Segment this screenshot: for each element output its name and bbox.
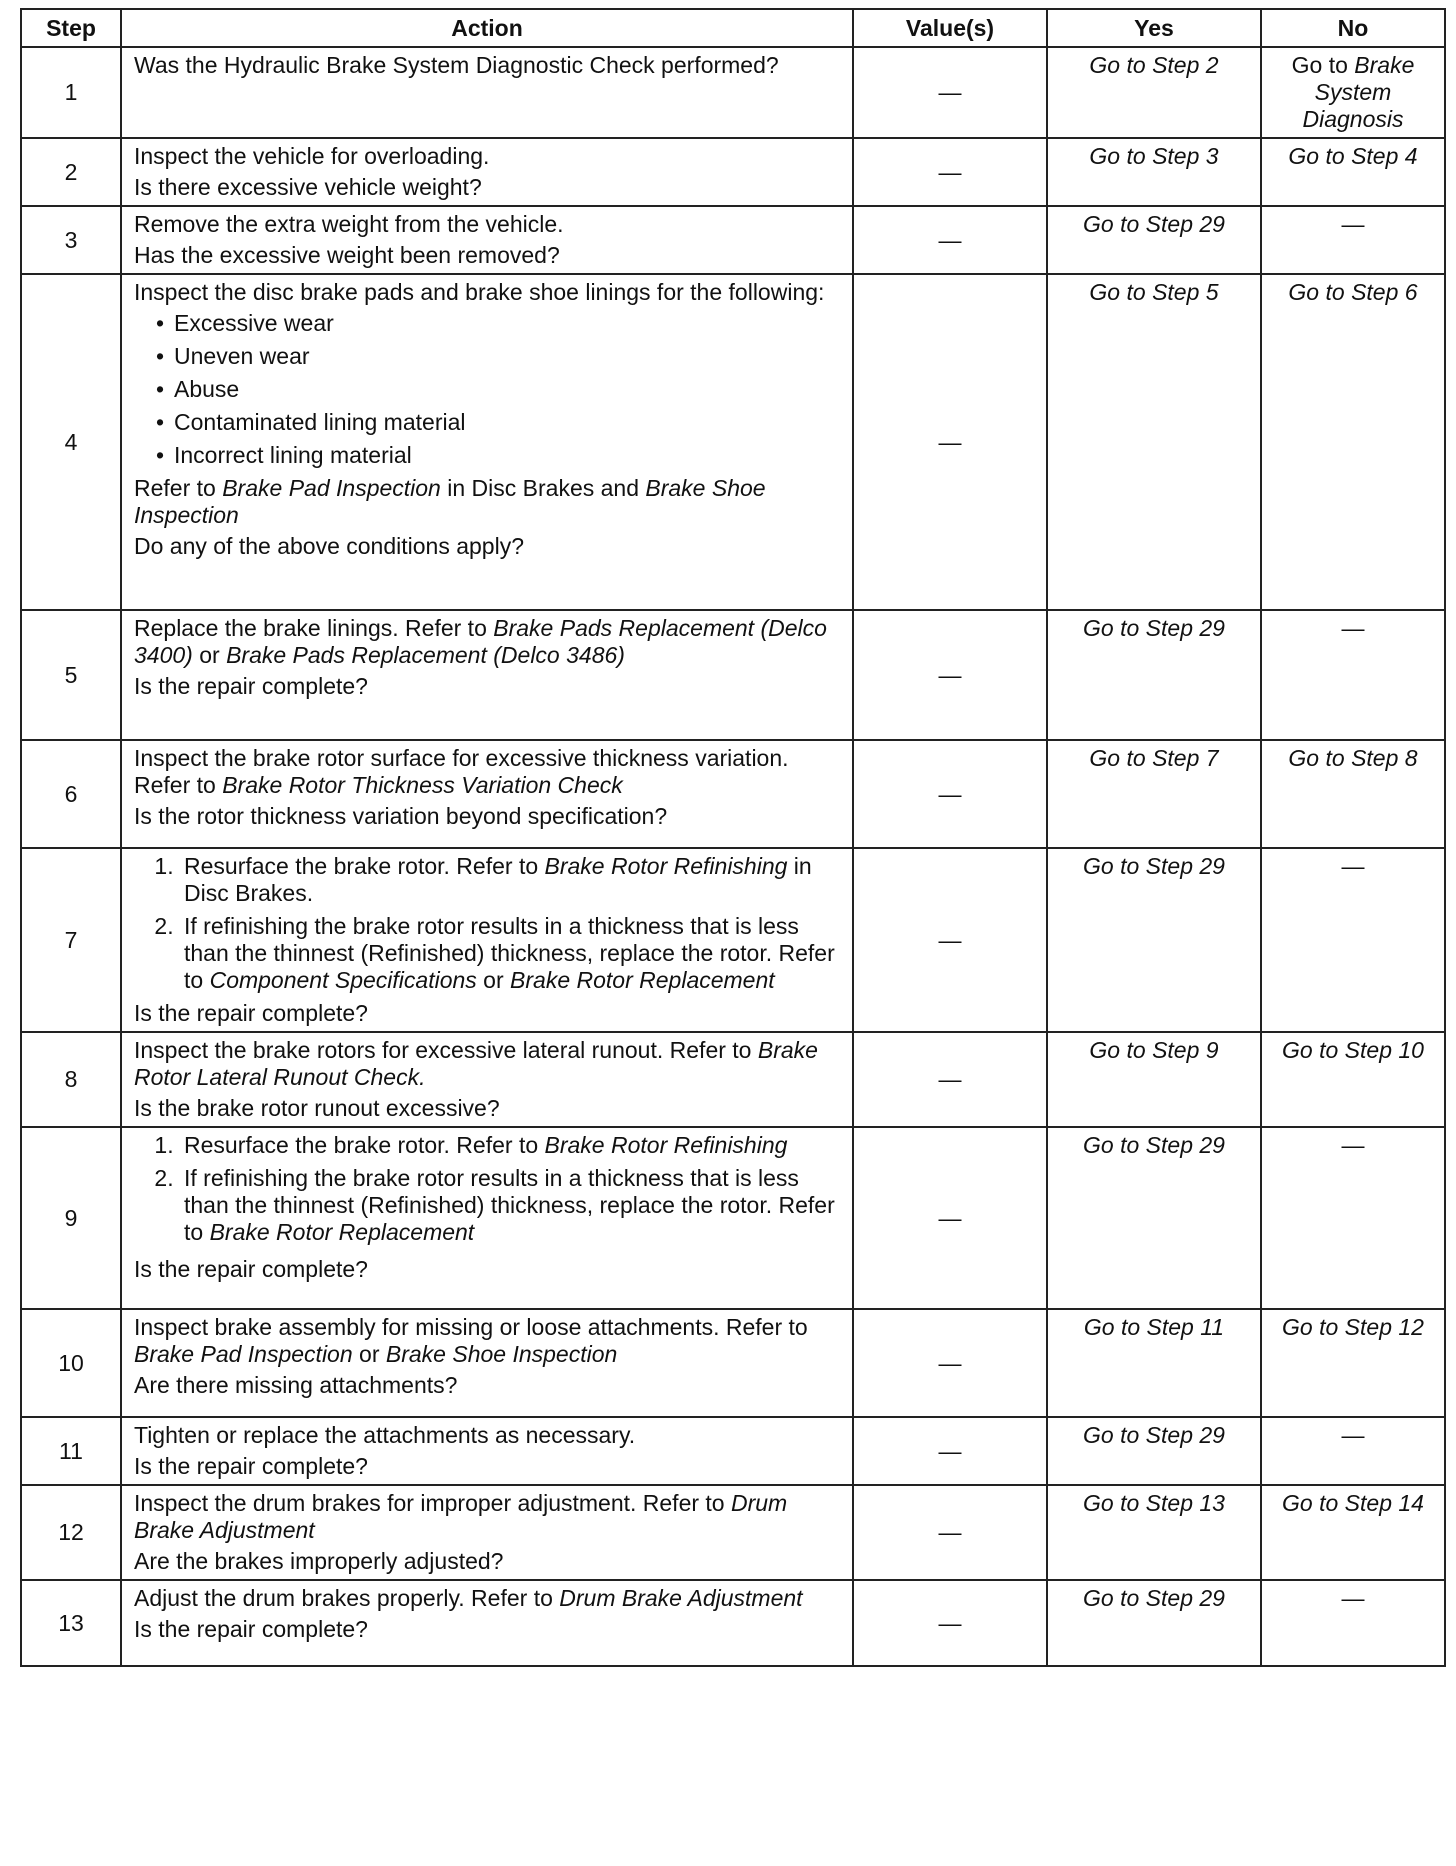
ref-text: or [192,642,227,668]
action-question: Is there excessive vehicle weight? [134,174,482,200]
no-cell [1261,848,1445,1032]
yes-cell [1047,1309,1261,1417]
yes-nav-link[interactable]: Go to Step 13 [1083,1490,1225,1516]
yes-cell [1047,1127,1261,1309]
yes-cell [1047,1032,1261,1127]
step-number: 7 [21,848,121,1032]
value-cell: — [853,1580,1047,1666]
numbered-steps [134,853,842,994]
step-action [121,1580,853,1666]
no-cell [1261,1580,1445,1666]
yes-nav-link[interactable]: Go to Step 29 [1083,1422,1225,1448]
yes-cell [1047,138,1261,206]
ref-link-drum-brake-adjustment[interactable]: Drum Brake Adjustment [559,1585,803,1611]
no-nav-link[interactable] [1268,52,1438,133]
action-question: Is the repair complete? [134,1256,368,1282]
ref-text: in Disc Brakes. [184,853,812,906]
table-row-step-9 [21,1127,1445,1309]
table-row-step-3 [21,206,1445,274]
step-number: 10 [21,1309,121,1417]
no-dash: — [1341,211,1365,237]
no-nav-link[interactable]: Go to Step 8 [1288,745,1418,771]
yes-cell [1047,47,1261,138]
ref-link-thickness-variation[interactable]: Brake Rotor Thickness Variation Check [222,772,623,798]
step-number: 11 [21,1417,121,1485]
value-cell: — [853,206,1047,274]
step-number: 2 [21,138,121,206]
ref-text: Replace the brake linings. Refer to [134,615,494,641]
step-action [121,740,853,848]
yes-cell [1047,1580,1261,1666]
no-dash: — [1341,615,1365,641]
yes-nav-link[interactable]: Go to Step 29 [1083,615,1225,641]
ref-text: Adjust the drum brakes properly. Refer to [134,1585,560,1611]
ref-text: Inspect brake assembly for missing or loose attachments. Refer to [134,1314,808,1340]
table-row-step-2 [21,138,1445,206]
table-header-row [21,9,1445,47]
action-text: Tighten or replace the attachments as necessary. [134,1422,636,1448]
header-action: Action [121,9,853,47]
action-text [134,1585,842,1612]
value-cell: — [853,740,1047,848]
yes-cell [1047,848,1261,1032]
yes-nav-link[interactable]: Go to Step 29 [1083,853,1225,879]
yes-nav-link[interactable]: Go to Step 29 [1083,1585,1225,1611]
yes-nav-link[interactable]: Go to Step 3 [1089,143,1219,169]
yes-nav-link[interactable]: Go to Step 29 [1083,211,1225,237]
yes-cell [1047,1485,1261,1580]
step-number: 4 [21,274,121,610]
table-row-step-4 [21,274,1445,610]
step-action [121,47,853,138]
ref-link-component-specs[interactable]: Component Specifications [209,967,477,993]
ref-text: in Disc Brakes and [440,475,646,501]
list-item [180,1165,842,1246]
value-cell: — [853,1417,1047,1485]
table-row-step-11 [21,1417,1445,1485]
ref-text: or [352,1341,386,1367]
no-nav-target: Brake System Diagnosis [1302,52,1415,132]
action-question: Is the repair complete? [134,1616,368,1642]
header-step: Step [21,9,121,47]
ref-link-rotor-replacement[interactable]: Brake Rotor Replacement [510,967,775,993]
value-cell: — [853,610,1047,740]
action-question: Is the repair complete? [134,673,368,699]
list-item: • Incorrect lining material [156,442,842,469]
ref-text: or [476,967,511,993]
step-action [121,1032,853,1127]
diagnostic-table-page [20,8,1444,1667]
yes-nav-link[interactable]: Go to Step 5 [1089,279,1219,305]
ref-link-pads-3486[interactable]: Brake Pads Replacement (Delco 3486) [226,642,625,668]
ref-text: Inspect the drum brakes for improper adjustment. Refer to [134,1490,731,1516]
action-reference [134,475,842,529]
step-action [121,206,853,274]
no-cell [1261,610,1445,740]
list-item: • Abuse [156,376,842,403]
action-text: Inspect the disc brake pads and brake shoe linings for the following: [134,279,825,305]
action-question: Is the rotor thickness variation beyond specification? [134,803,668,829]
no-nav-link[interactable]: Go to Step 4 [1288,143,1418,169]
action-question: Has the excessive weight been removed? [134,242,560,268]
action-text [134,1314,842,1368]
action-text [134,1490,842,1544]
yes-cell [1047,274,1261,610]
table-row-step-8 [21,1032,1445,1127]
header-yes: Yes [1047,9,1261,47]
table-row-step-1 [21,47,1445,138]
yes-nav-link[interactable]: Go to Step 11 [1083,1314,1225,1340]
no-cell [1261,206,1445,274]
value-cell: — [853,1485,1047,1580]
no-nav-link[interactable]: Go to Step 10 [1282,1037,1424,1063]
ref-text: Inspect the brake rotor surface for excessive thickness variation. Refer to [134,745,789,798]
header-values: Value(s) [853,9,1047,47]
action-question: Are there missing attachments? [134,1372,458,1398]
step-action [121,1127,853,1309]
action-question: Are the brakes improperly adjusted? [134,1548,504,1574]
yes-cell [1047,206,1261,274]
action-text [134,1037,842,1091]
ref-text: Refer to [134,475,223,501]
ref-text: Resurface the brake rotor. Refer to [184,853,545,879]
ref-text: If refinishing the brake rotor results in a thickness that is less than the thinnest (Refinished) thickness, replace the rotor. Refer to [184,1165,835,1245]
step-number: 9 [21,1127,121,1309]
value-cell: — [853,1309,1047,1417]
list-item: • Uneven wear [156,343,842,370]
step-action [121,1309,853,1417]
action-text [134,615,842,669]
header-no: No [1261,9,1445,47]
value-cell: — [853,1127,1047,1309]
no-cell [1261,1309,1445,1417]
step-action [121,138,853,206]
ref-link-brake-pad-inspection[interactable]: Brake Pad Inspection [134,1341,353,1367]
step-number: 13 [21,1580,121,1666]
value-cell: — [853,274,1047,610]
no-cell [1261,1417,1445,1485]
action-question: Is the repair complete? [134,1453,368,1479]
ref-link-rotor-replacement[interactable]: Brake Rotor Replacement [209,1219,475,1245]
yes-cell [1047,610,1261,740]
step-number: 5 [21,610,121,740]
list-item [180,853,842,907]
action-question: Is the brake rotor runout excessive? [134,1095,500,1121]
step-action [121,274,853,610]
list-item [180,913,842,994]
yes-nav-link[interactable]: Go to Step 29 [1083,1132,1225,1158]
action-text: Inspect the vehicle for overloading. [134,143,490,169]
ref-link-rotor-refinishing[interactable]: Brake Rotor Refinishing [544,1132,788,1158]
yes-cell [1047,1417,1261,1485]
table-row-step-5 [21,610,1445,740]
numbered-steps [134,1132,842,1252]
action-question: Is the repair complete? [134,1000,368,1026]
action-text: Remove the extra weight from the vehicle. [134,211,564,237]
no-cell [1261,1032,1445,1127]
condition-list [134,310,842,469]
step-action [121,1485,853,1580]
action-text: Was the Hydraulic Brake System Diagnostic Check performed? [134,52,779,78]
list-item: • Excessive wear [156,310,842,337]
no-cell [1261,1127,1445,1309]
yes-nav-link[interactable]: Go to Step 7 [1089,745,1219,771]
no-cell [1261,274,1445,610]
no-nav-link[interactable]: Go to Step 6 [1288,279,1418,305]
action-question: Do any of the above conditions apply? [134,533,524,559]
no-nav-link[interactable]: Go to Step 14 [1282,1490,1424,1516]
ref-link-pads-3400[interactable]: Brake Pads Replacement (Delco 3400) [134,615,827,668]
ref-link-drum-brake-adjustment[interactable]: Drum Brake Adjustment [134,1490,788,1543]
no-cell [1261,740,1445,848]
table-row-step-12 [21,1485,1445,1580]
yes-nav-link[interactable]: Go to Step 2 [1089,52,1219,78]
value-cell: — [853,47,1047,138]
step-action [121,1417,853,1485]
ref-link-brake-shoe-inspection[interactable]: Brake Shoe Inspection [385,1341,618,1367]
no-nav-prefix: Go to [1291,52,1355,78]
no-dash: — [1341,1585,1365,1611]
ref-text: Resurface the brake rotor. Refer to [184,1132,545,1158]
table-row-step-13 [21,1580,1445,1666]
action-text [134,745,842,799]
step-number: 1 [21,47,121,138]
value-cell: — [853,138,1047,206]
no-dash: — [1341,1132,1365,1158]
yes-cell [1047,740,1261,848]
list-item [180,1132,842,1159]
step-action [121,610,853,740]
table-row-step-6 [21,740,1445,848]
brake-diagnostic-table [20,8,1446,1667]
no-cell [1261,1485,1445,1580]
table-row-step-7 [21,848,1445,1032]
no-cell [1261,138,1445,206]
ref-link-rotor-refinishing[interactable]: Brake Rotor Refinishing [544,853,788,879]
no-nav-link[interactable]: Go to Step 12 [1282,1314,1424,1340]
step-number: 3 [21,206,121,274]
value-cell: — [853,848,1047,1032]
step-action [121,848,853,1032]
step-number: 8 [21,1032,121,1127]
yes-nav-link[interactable]: Go to Step 9 [1089,1037,1219,1063]
step-number: 12 [21,1485,121,1580]
no-cell [1261,47,1445,138]
no-dash: — [1341,1422,1365,1448]
no-dash: — [1341,853,1365,879]
ref-text: If refinishing the brake rotor results in a thickness that is less than the thinnest (Refinished) thickness, replace the rotor. Refer to [184,913,835,993]
list-item: • Contaminated lining material [156,409,842,436]
ref-text: Inspect the brake rotors for excessive lateral runout. Refer to [134,1037,758,1063]
ref-link-lateral-runout[interactable]: Brake Rotor Lateral Runout Check. [134,1037,818,1090]
value-cell: — [853,1032,1047,1127]
table-row-step-10 [21,1309,1445,1417]
ref-link-brake-shoe-inspection[interactable]: Brake Shoe Inspection [134,475,766,528]
ref-link-brake-pad-inspection[interactable]: Brake Pad Inspection [222,475,441,501]
step-number: 6 [21,740,121,848]
